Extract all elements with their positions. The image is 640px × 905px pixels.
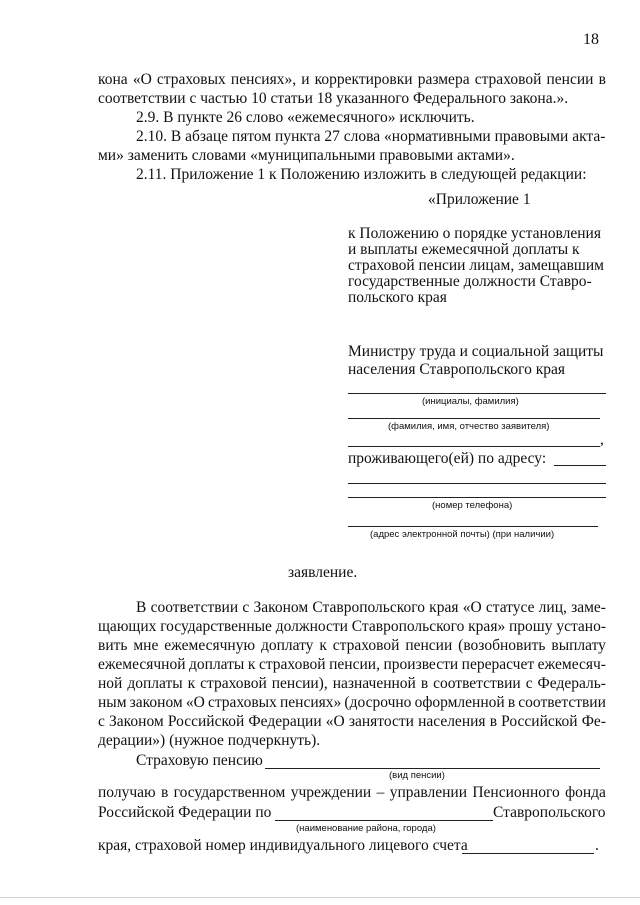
appendix-line-4: государственные должности Ставро- <box>348 273 592 290</box>
page-number: 18 <box>583 31 599 48</box>
body-line-2: щающих государственные должности Ставропольского края» прошу устано- <box>98 618 606 635</box>
body-line-3: вить мне ежемесячную доплату к страховой пенсии (возобновить выплату <box>98 637 606 654</box>
intro-line-6: 2.11. Приложение 1 к Положению изложить в следующей редакции: <box>136 166 587 183</box>
pension-line-3-end: Ставропольского <box>493 804 606 821</box>
address-field-line-2[interactable] <box>348 483 606 484</box>
body-line-7: с Законом Российской Федерации «О занятости населения в Российской Фе- <box>98 713 606 730</box>
applicant-name-hint: (фамилия, имя, отчество заявителя) <box>388 421 550 432</box>
body-line-4: ежемесячной доплаты к страховой пенсии, произвести перерасчет ежемесяч- <box>98 656 606 673</box>
initials-hint: (инициалы, фамилия) <box>422 396 519 407</box>
body-line-1: В соответствии с Законом Ставропольского края «О статусе лиц, заме- <box>136 599 606 616</box>
scan-edge-line <box>0 897 640 898</box>
pension-line-2: получаю в государственном учреждении – управлении Пенсионного фонда <box>98 784 606 801</box>
applicant-name-field-line-2[interactable] <box>348 446 600 447</box>
applicant-comma: , <box>600 431 604 448</box>
intro-line-4: 2.10. В абзаце пятом пункта 27 слова «нормативными правовыми акта- <box>136 128 606 145</box>
account-number-field-line[interactable] <box>462 853 594 854</box>
address-field-line-1[interactable] <box>554 465 606 466</box>
intro-line-2: соответствии с частью 10 статьи 18 указанного Федерального закона.». <box>98 90 569 107</box>
addressee-line-1: Министру труда и социальной защиты <box>348 343 604 360</box>
email-field-line[interactable] <box>348 526 598 527</box>
body-line-6: ным законом «О страховых пенсиях» (досрочно оформленной в соответствии <box>98 694 606 711</box>
residing-label: проживающего(ей) по адресу: <box>348 450 547 467</box>
body-line-5: ной доплаты к страховой пенсии), назначенной в соответствии с Федераль- <box>98 675 606 692</box>
intro-line-3: 2.9. В пункте 26 слово «ежемесячного» исключить. <box>136 109 475 126</box>
appendix-line-2: и выплаты ежемесячной доплаты к <box>348 241 580 258</box>
pension-period: . <box>595 837 599 854</box>
pension-line-4: края, страховой номер индивидуального лицевого счета <box>98 837 468 854</box>
phone-field-line[interactable] <box>348 497 606 498</box>
body-line-8: дерации») (нужное подчеркнуть). <box>98 732 321 749</box>
statement-title: заявление. <box>288 564 358 581</box>
appendix-line-1: к Положению о порядке установления <box>348 225 601 242</box>
phone-hint: (номер телефона) <box>432 500 513 511</box>
appendix-title: «Приложение 1 <box>428 191 531 208</box>
district-hint: (наименование района, города) <box>296 823 436 834</box>
appendix-line-3: страховой пенсии лицам, замещавшим <box>348 257 604 274</box>
intro-line-5: ми» заменить словами «муниципальными правовыми актами». <box>98 147 515 164</box>
email-hint: (адрес электронной почты) (при наличии) <box>370 529 555 540</box>
appendix-line-5: польского края <box>348 289 447 306</box>
addressee-line-2: населения Ставропольского края <box>348 361 566 378</box>
pension-type-field-line[interactable] <box>265 768 600 769</box>
initials-field-line[interactable] <box>348 393 606 394</box>
pension-label: Страховую пенсию <box>136 752 263 769</box>
district-field-line[interactable] <box>275 820 493 821</box>
pension-type-hint: (вид пенсии) <box>389 770 445 781</box>
pension-line-3-start: Российской Федерации по <box>98 804 272 821</box>
intro-line-1: кона «О страховых пенсиях», и корректировки размера страховой пенсии в <box>98 71 606 88</box>
applicant-name-field-line[interactable] <box>348 418 600 419</box>
